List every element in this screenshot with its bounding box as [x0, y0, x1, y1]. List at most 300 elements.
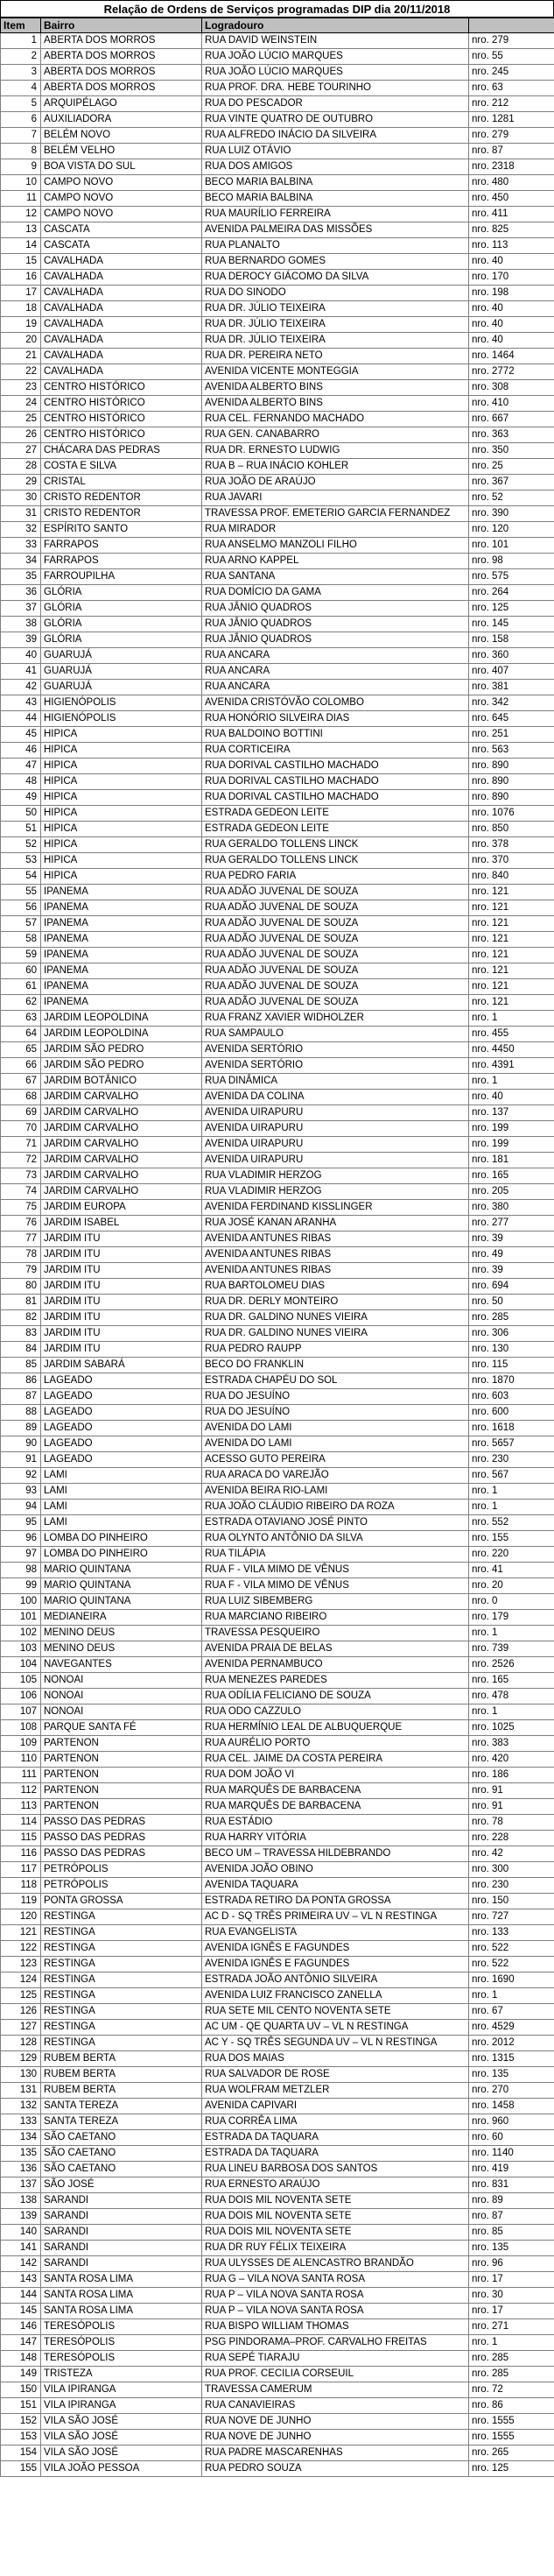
cell-logradouro[interactable]: RUA SANTANA [202, 569, 469, 585]
cell-bairro[interactable]: SARANDI [41, 2209, 202, 2225]
cell-bairro[interactable]: PARTENON [41, 1752, 202, 1768]
cell-numero[interactable]: nro. 158 [469, 632, 554, 648]
cell-logradouro[interactable]: AVENIDA ANTUNES RIBAS [202, 1263, 469, 1279]
cell-logradouro[interactable]: RUA HERMÍNIO LEAL DE ALBUQUERQUE [202, 1720, 469, 1736]
cell-numero[interactable]: nro. 575 [469, 569, 554, 585]
cell-bairro[interactable]: LAMI [41, 1515, 202, 1531]
cell-item[interactable]: 50 [1, 806, 41, 822]
cell-bairro[interactable]: RUBEM BERTA [41, 2051, 202, 2067]
cell-bairro[interactable]: SANTA TEREZA [41, 2099, 202, 2114]
cell-bairro[interactable]: SANTA TEREZA [41, 2114, 202, 2130]
cell-item[interactable]: 7 [1, 128, 41, 144]
cell-bairro[interactable]: LAMI [41, 1468, 202, 1484]
cell-numero[interactable]: nro. 270 [469, 2083, 554, 2099]
cell-logradouro[interactable]: AVENIDA CRISTÓVÃO COLOMBO [202, 695, 469, 711]
cell-numero[interactable]: nro. 121 [469, 916, 554, 932]
cell-numero[interactable]: nro. 135 [469, 2241, 554, 2256]
cell-bairro[interactable]: IPANEMA [41, 995, 202, 1011]
cell-numero[interactable]: nro. 40 [469, 254, 554, 270]
cell-numero[interactable]: nro. 0 [469, 1594, 554, 1610]
cell-item[interactable]: 32 [1, 522, 41, 538]
cell-item[interactable]: 23 [1, 380, 41, 396]
cell-item[interactable]: 35 [1, 569, 41, 585]
cell-logradouro[interactable]: RUA JOSÉ KANAN ARANHA [202, 1216, 469, 1232]
cell-bairro[interactable]: PARTENON [41, 1799, 202, 1815]
cell-bairro[interactable]: RESTINGA [41, 2020, 202, 2036]
cell-item[interactable]: 91 [1, 1452, 41, 1468]
cell-item[interactable]: 27 [1, 443, 41, 459]
cell-numero[interactable]: nro. 825 [469, 222, 554, 238]
cell-item[interactable]: 12 [1, 207, 41, 222]
cell-bairro[interactable]: CENTRO HISTÓRICO [41, 380, 202, 396]
cell-logradouro[interactable]: RUA MARQUÊS DE BARBACENA [202, 1783, 469, 1799]
cell-logradouro[interactable]: RUA ANCARA [202, 664, 469, 680]
cell-numero[interactable]: nro. 228 [469, 1831, 554, 1846]
cell-bairro[interactable]: TERESÓPOLIS [41, 2351, 202, 2367]
cell-item[interactable]: 148 [1, 2351, 41, 2367]
cell-logradouro[interactable]: RUA MIRADOR [202, 522, 469, 538]
cell-item[interactable]: 51 [1, 822, 41, 837]
cell-logradouro[interactable]: RUA ALFREDO INÁCIO DA SILVEIRA [202, 128, 469, 144]
cell-numero[interactable]: nro. 5657 [469, 1436, 554, 1452]
cell-item[interactable]: 81 [1, 1295, 41, 1310]
cell-logradouro[interactable]: RUA JÂNIO QUADROS [202, 601, 469, 617]
cell-logradouro[interactable]: RUA DORIVAL CASTILHO MACHADO [202, 790, 469, 806]
cell-item[interactable]: 64 [1, 1027, 41, 1042]
cell-item[interactable]: 41 [1, 664, 41, 680]
cell-bairro[interactable]: SÃO CAETANO [41, 2130, 202, 2146]
cell-item[interactable]: 154 [1, 2445, 41, 2461]
cell-logradouro[interactable]: AVENIDA IGNÊS E FAGUNDES [202, 1957, 469, 1973]
cell-numero[interactable]: nro. 52 [469, 490, 554, 506]
cell-numero[interactable]: nro. 1555 [469, 2430, 554, 2445]
cell-bairro[interactable]: ESPÍRITO SANTO [41, 522, 202, 538]
cell-logradouro[interactable]: RUA DR. JÚLIO TEIXEIRA [202, 333, 469, 349]
cell-logradouro[interactable]: RUA SEPÉ TIARAJU [202, 2351, 469, 2367]
cell-numero[interactable]: nro. 380 [469, 1200, 554, 1216]
cell-numero[interactable]: nro. 831 [469, 2177, 554, 2193]
cell-logradouro[interactable]: RUA BALDOINO BOTTINI [202, 727, 469, 743]
cell-bairro[interactable]: RESTINGA [41, 1973, 202, 1988]
cell-bairro[interactable]: CRISTO REDENTOR [41, 506, 202, 522]
cell-logradouro[interactable]: RUA EVANGELISTA [202, 1925, 469, 1941]
cell-numero[interactable]: nro. 121 [469, 885, 554, 900]
cell-numero[interactable]: nro. 55 [469, 49, 554, 65]
header-bairro[interactable]: Bairro [41, 18, 202, 33]
cell-logradouro[interactable]: AVENIDA BEIRA RIO-LAMI [202, 1484, 469, 1500]
cell-logradouro[interactable]: RUA ARACA DO VAREJÃO [202, 1468, 469, 1484]
cell-logradouro[interactable]: RUA NOVE DE JUNHO [202, 2414, 469, 2430]
cell-numero[interactable]: nro. 1870 [469, 1373, 554, 1389]
cell-bairro[interactable]: PETRÓPOLIS [41, 1862, 202, 1878]
cell-item[interactable]: 44 [1, 711, 41, 727]
cell-logradouro[interactable]: RUA ANCARA [202, 648, 469, 664]
cell-logradouro[interactable]: RUA NOVE DE JUNHO [202, 2430, 469, 2445]
cell-bairro[interactable]: JARDIM EUROPA [41, 1200, 202, 1216]
cell-bairro[interactable]: PASSO DAS PEDRAS [41, 1815, 202, 1831]
cell-bairro[interactable]: JARDIM CARVALHO [41, 1137, 202, 1153]
cell-numero[interactable]: nro. 186 [469, 1768, 554, 1783]
cell-numero[interactable]: nro. 135 [469, 2067, 554, 2083]
cell-logradouro[interactable]: ESTRADA JOÃO ANTÔNIO SILVEIRA [202, 1973, 469, 1988]
cell-item[interactable]: 121 [1, 1925, 41, 1941]
cell-logradouro[interactable]: RUA GERALDO TOLLENS LINCK [202, 837, 469, 853]
cell-numero[interactable]: nro. 50 [469, 1295, 554, 1310]
cell-item[interactable]: 131 [1, 2083, 41, 2099]
cell-bairro[interactable]: COSTA E SILVA [41, 459, 202, 475]
cell-item[interactable]: 108 [1, 1720, 41, 1736]
cell-numero[interactable]: nro. 20 [469, 1578, 554, 1594]
cell-logradouro[interactable]: RUA DR. DERLY MONTEIRO [202, 1295, 469, 1310]
cell-logradouro[interactable]: AVENIDA UIRAPURU [202, 1137, 469, 1153]
cell-bairro[interactable]: JARDIM SABARÁ [41, 1358, 202, 1373]
cell-item[interactable]: 77 [1, 1232, 41, 1247]
cell-numero[interactable]: nro. 230 [469, 1452, 554, 1468]
cell-numero[interactable]: nro. 212 [469, 96, 554, 112]
cell-bairro[interactable]: GUARUJÁ [41, 680, 202, 695]
cell-numero[interactable]: nro. 63 [469, 81, 554, 96]
cell-numero[interactable]: nro. 300 [469, 1862, 554, 1878]
cell-bairro[interactable]: RESTINGA [41, 1988, 202, 2004]
cell-bairro[interactable]: HIPICA [41, 806, 202, 822]
cell-bairro[interactable]: HIPICA [41, 774, 202, 790]
cell-item[interactable]: 34 [1, 554, 41, 569]
cell-logradouro[interactable]: BECO DO FRANKLIN [202, 1358, 469, 1373]
cell-numero[interactable]: nro. 121 [469, 995, 554, 1011]
cell-numero[interactable]: nro. 181 [469, 1153, 554, 1168]
cell-logradouro[interactable]: RUA DR. GALDINO NUNES VIEIRA [202, 1326, 469, 1342]
cell-logradouro[interactable]: RUA ADÃO JUVENAL DE SOUZA [202, 932, 469, 948]
cell-bairro[interactable]: BELÉM VELHO [41, 144, 202, 159]
cell-numero[interactable]: nro. 91 [469, 1783, 554, 1799]
cell-numero[interactable]: nro. 306 [469, 1326, 554, 1342]
cell-item[interactable]: 30 [1, 490, 41, 506]
cell-item[interactable]: 106 [1, 1689, 41, 1704]
cell-logradouro[interactable]: BECO MARIA BALBINA [202, 175, 469, 191]
cell-item[interactable]: 28 [1, 459, 41, 475]
cell-item[interactable]: 76 [1, 1216, 41, 1232]
cell-bairro[interactable]: IPANEMA [41, 885, 202, 900]
cell-numero[interactable]: nro. 285 [469, 2351, 554, 2367]
cell-logradouro[interactable]: RUA P – VILA NOVA SANTA ROSA [202, 2304, 469, 2319]
cell-bairro[interactable]: NONOAI [41, 1689, 202, 1704]
cell-logradouro[interactable]: RUA TILÁPIA [202, 1547, 469, 1563]
cell-item[interactable]: 123 [1, 1957, 41, 1973]
cell-numero[interactable]: nro. 285 [469, 1310, 554, 1326]
cell-item[interactable]: 40 [1, 648, 41, 664]
cell-logradouro[interactable]: RUA VINTE QUATRO DE OUTUBRO [202, 112, 469, 128]
cell-item[interactable]: 69 [1, 1105, 41, 1121]
cell-item[interactable]: 79 [1, 1263, 41, 1279]
cell-numero[interactable]: nro. 40 [469, 301, 554, 317]
header-item[interactable]: Item [1, 18, 41, 33]
cell-item[interactable]: 11 [1, 191, 41, 207]
cell-bairro[interactable]: JARDIM ITU [41, 1232, 202, 1247]
cell-numero[interactable]: nro. 17 [469, 2272, 554, 2288]
cell-numero[interactable]: nro. 645 [469, 711, 554, 727]
cell-bairro[interactable]: CAVALHADA [41, 349, 202, 364]
cell-bairro[interactable]: CAMPO NOVO [41, 175, 202, 191]
cell-item[interactable]: 56 [1, 900, 41, 916]
cell-logradouro[interactable]: AVENIDA PERNAMBUCO [202, 1657, 469, 1673]
cell-bairro[interactable]: MEDIANEIRA [41, 1610, 202, 1626]
cell-logradouro[interactable]: RUA DR. ERNESTO LUDWIG [202, 443, 469, 459]
cell-bairro[interactable]: SÃO CAETANO [41, 2162, 202, 2177]
cell-bairro[interactable]: CRISTO REDENTOR [41, 490, 202, 506]
cell-numero[interactable]: nro. 78 [469, 1815, 554, 1831]
cell-logradouro[interactable]: RUA ADÃO JUVENAL DE SOUZA [202, 979, 469, 995]
cell-logradouro[interactable]: RUA JOÃO DE ARAÚJO [202, 475, 469, 490]
cell-numero[interactable]: nro. 360 [469, 648, 554, 664]
cell-numero[interactable]: nro. 522 [469, 1957, 554, 1973]
cell-logradouro[interactable]: RUA BISPO WILLIAM THOMAS [202, 2319, 469, 2335]
cell-item[interactable]: 16 [1, 270, 41, 286]
cell-bairro[interactable]: PARTENON [41, 1768, 202, 1783]
cell-item[interactable]: 67 [1, 1074, 41, 1090]
cell-logradouro[interactable]: AVENIDA FERDINAND KISSLINGER [202, 1200, 469, 1216]
cell-logradouro[interactable]: AVENIDA VICENTE MONTEGGIA [202, 364, 469, 380]
cell-bairro[interactable]: JARDIM LEOPOLDINA [41, 1027, 202, 1042]
cell-numero[interactable]: nro. 420 [469, 1752, 554, 1768]
cell-bairro[interactable]: RUBEM BERTA [41, 2083, 202, 2099]
cell-numero[interactable]: nro. 2526 [469, 1657, 554, 1673]
cell-bairro[interactable]: IPANEMA [41, 979, 202, 995]
cell-logradouro[interactable]: RUA AURÉLIO PORTO [202, 1736, 469, 1752]
cell-logradouro[interactable]: ESTRADA CHAPÉU DO SOL [202, 1373, 469, 1389]
cell-item[interactable]: 31 [1, 506, 41, 522]
cell-item[interactable]: 134 [1, 2130, 41, 2146]
cell-numero[interactable]: nro. 308 [469, 380, 554, 396]
cell-item[interactable]: 132 [1, 2099, 41, 2114]
cell-logradouro[interactable]: RUA DR. GALDINO NUNES VIEIRA [202, 1310, 469, 1326]
cell-item[interactable]: 6 [1, 112, 41, 128]
cell-logradouro[interactable]: RUA ANSELMO MANZOLI FILHO [202, 538, 469, 554]
cell-logradouro[interactable]: RUA JÂNIO QUADROS [202, 632, 469, 648]
cell-item[interactable]: 145 [1, 2304, 41, 2319]
cell-logradouro[interactable]: RUA PEDRO FARIA [202, 869, 469, 885]
cell-bairro[interactable]: IPANEMA [41, 963, 202, 979]
cell-bairro[interactable]: CASCATA [41, 222, 202, 238]
cell-bairro[interactable]: CAMPO NOVO [41, 191, 202, 207]
cell-numero[interactable]: nro. 165 [469, 1673, 554, 1689]
cell-bairro[interactable]: PARTENON [41, 1783, 202, 1799]
cell-item[interactable]: 72 [1, 1153, 41, 1168]
cell-item[interactable]: 22 [1, 364, 41, 380]
cell-numero[interactable]: nro. 1555 [469, 2414, 554, 2430]
cell-bairro[interactable]: CENTRO HISTÓRICO [41, 396, 202, 412]
cell-logradouro[interactable]: RUA SALVADOR DE ROSE [202, 2067, 469, 2083]
cell-logradouro[interactable]: RUA PEDRO RAUPP [202, 1342, 469, 1358]
cell-numero[interactable]: nro. 87 [469, 144, 554, 159]
cell-numero[interactable]: nro. 113 [469, 238, 554, 254]
cell-numero[interactable]: nro. 1 [469, 1500, 554, 1515]
cell-item[interactable]: 8 [1, 144, 41, 159]
cell-logradouro[interactable]: RUA ADÃO JUVENAL DE SOUZA [202, 948, 469, 963]
cell-numero[interactable]: nro. 121 [469, 932, 554, 948]
cell-bairro[interactable]: MARIO QUINTANA [41, 1578, 202, 1594]
cell-bairro[interactable]: JARDIM CARVALHO [41, 1153, 202, 1168]
cell-bairro[interactable]: TRISTEZA [41, 2367, 202, 2382]
cell-bairro[interactable]: CAVALHADA [41, 270, 202, 286]
cell-logradouro[interactable]: RUA JOÃO CLÁUDIO RIBEIRO DA ROZA [202, 1500, 469, 1515]
cell-bairro[interactable]: LAGEADO [41, 1373, 202, 1389]
cell-numero[interactable]: nro. 42 [469, 1846, 554, 1862]
cell-item[interactable]: 21 [1, 349, 41, 364]
cell-item[interactable]: 128 [1, 2036, 41, 2051]
cell-bairro[interactable]: SANTA ROSA LIMA [41, 2272, 202, 2288]
cell-numero[interactable]: nro. 840 [469, 869, 554, 885]
cell-bairro[interactable]: JARDIM CARVALHO [41, 1090, 202, 1105]
cell-item[interactable]: 87 [1, 1389, 41, 1405]
cell-item[interactable]: 26 [1, 427, 41, 443]
cell-numero[interactable]: nro. 410 [469, 396, 554, 412]
cell-item[interactable]: 150 [1, 2382, 41, 2398]
cell-item[interactable]: 24 [1, 396, 41, 412]
cell-item[interactable]: 39 [1, 632, 41, 648]
cell-item[interactable]: 57 [1, 916, 41, 932]
cell-item[interactable]: 137 [1, 2177, 41, 2193]
cell-bairro[interactable]: VILA JOÃO PESSOA [41, 2461, 202, 2477]
cell-numero[interactable]: nro. 30 [469, 2288, 554, 2304]
cell-item[interactable]: 116 [1, 1846, 41, 1862]
cell-item[interactable]: 124 [1, 1973, 41, 1988]
cell-item[interactable]: 120 [1, 1909, 41, 1925]
cell-numero[interactable]: nro. 694 [469, 1279, 554, 1295]
cell-numero[interactable]: nro. 179 [469, 1610, 554, 1626]
cell-logradouro[interactable]: RUA PROF. CECILIA CORSEUIL [202, 2367, 469, 2382]
cell-item[interactable]: 17 [1, 286, 41, 301]
cell-logradouro[interactable]: RUA ESTÁDIO [202, 1815, 469, 1831]
cell-numero[interactable]: nro. 480 [469, 175, 554, 191]
cell-item[interactable]: 25 [1, 412, 41, 427]
cell-bairro[interactable]: RESTINGA [41, 1941, 202, 1957]
cell-numero[interactable]: nro. 4450 [469, 1042, 554, 1058]
cell-logradouro[interactable]: AVENIDA JOÃO OBINO [202, 1862, 469, 1878]
cell-bairro[interactable]: RESTINGA [41, 1909, 202, 1925]
cell-numero[interactable]: nro. 72 [469, 2382, 554, 2398]
cell-numero[interactable]: nro. 407 [469, 664, 554, 680]
cell-bairro[interactable]: GLÓRIA [41, 601, 202, 617]
cell-numero[interactable]: nro. 264 [469, 585, 554, 601]
cell-item[interactable]: 126 [1, 2004, 41, 2020]
cell-item[interactable]: 105 [1, 1673, 41, 1689]
cell-item[interactable]: 47 [1, 759, 41, 774]
cell-bairro[interactable]: RESTINGA [41, 1957, 202, 1973]
cell-numero[interactable]: nro. 199 [469, 1121, 554, 1137]
cell-item[interactable]: 14 [1, 238, 41, 254]
cell-bairro[interactable]: VILA SÃO JOSÉ [41, 2414, 202, 2430]
cell-bairro[interactable]: HIPICA [41, 727, 202, 743]
cell-logradouro[interactable]: TRAVESSA CAMERUM [202, 2382, 469, 2398]
cell-item[interactable]: 122 [1, 1941, 41, 1957]
cell-numero[interactable]: nro. 1281 [469, 112, 554, 128]
cell-numero[interactable]: nro. 4391 [469, 1058, 554, 1074]
cell-item[interactable]: 129 [1, 2051, 41, 2067]
cell-bairro[interactable]: GUARUJÁ [41, 664, 202, 680]
cell-numero[interactable]: nro. 67 [469, 2004, 554, 2020]
cell-numero[interactable]: nro. 40 [469, 317, 554, 333]
cell-bairro[interactable]: PONTA GROSSA [41, 1894, 202, 1909]
cell-numero[interactable]: nro. 120 [469, 522, 554, 538]
cell-item[interactable]: 5 [1, 96, 41, 112]
cell-bairro[interactable]: MENINO DEUS [41, 1641, 202, 1657]
cell-item[interactable]: 96 [1, 1531, 41, 1547]
cell-bairro[interactable]: ABERTA DOS MORROS [41, 49, 202, 65]
cell-item[interactable]: 111 [1, 1768, 41, 1783]
cell-bairro[interactable]: RUBEM BERTA [41, 2067, 202, 2083]
cell-logradouro[interactable]: RUA MAURÍLIO FERREIRA [202, 207, 469, 222]
cell-logradouro[interactable]: RUA FRANZ XAVIER WIDHOLZER [202, 1011, 469, 1027]
cell-item[interactable]: 48 [1, 774, 41, 790]
cell-item[interactable]: 59 [1, 948, 41, 963]
cell-item[interactable]: 100 [1, 1594, 41, 1610]
cell-logradouro[interactable]: RUA DOMÍCIO DA GAMA [202, 585, 469, 601]
cell-logradouro[interactable]: RUA VLADIMIR HERZOG [202, 1184, 469, 1200]
cell-bairro[interactable]: CRISTAL [41, 475, 202, 490]
header-logradouro[interactable]: Logradouro [202, 18, 469, 33]
cell-logradouro[interactable]: PSG PINDORAMA–PROF. CARVALHO FREITAS [202, 2335, 469, 2351]
cell-item[interactable]: 49 [1, 790, 41, 806]
cell-item[interactable]: 146 [1, 2319, 41, 2335]
cell-bairro[interactable]: LAGEADO [41, 1389, 202, 1405]
cell-bairro[interactable]: VILA IPIRANGA [41, 2382, 202, 2398]
cell-item[interactable]: 115 [1, 1831, 41, 1846]
cell-bairro[interactable]: LAMI [41, 1500, 202, 1515]
cell-numero[interactable]: nro. 552 [469, 1515, 554, 1531]
cell-numero[interactable]: nro. 350 [469, 443, 554, 459]
cell-logradouro[interactable]: RUA F - VILA MIMO DE VÊNUS [202, 1578, 469, 1594]
cell-bairro[interactable]: IPANEMA [41, 948, 202, 963]
cell-bairro[interactable]: CAVALHADA [41, 364, 202, 380]
cell-numero[interactable]: nro. 265 [469, 2445, 554, 2461]
cell-numero[interactable]: nro. 98 [469, 554, 554, 569]
cell-item[interactable]: 147 [1, 2335, 41, 2351]
cell-bairro[interactable]: VILA IPIRANGA [41, 2398, 202, 2414]
cell-numero[interactable]: nro. 133 [469, 1925, 554, 1941]
cell-logradouro[interactable]: RUA DORIVAL CASTILHO MACHADO [202, 759, 469, 774]
cell-logradouro[interactable]: ESTRADA OTAVIANO JOSÉ PINTO [202, 1515, 469, 1531]
cell-bairro[interactable]: PASSO DAS PEDRAS [41, 1846, 202, 1862]
cell-bairro[interactable]: JARDIM ITU [41, 1247, 202, 1263]
cell-bairro[interactable]: PARQUE SANTA FÉ [41, 1720, 202, 1736]
cell-bairro[interactable]: PETRÓPOLIS [41, 1878, 202, 1894]
cell-numero[interactable]: nro. 137 [469, 1105, 554, 1121]
cell-numero[interactable]: nro. 455 [469, 1027, 554, 1042]
cell-logradouro[interactable]: AVENIDA ALBERTO BINS [202, 396, 469, 412]
cell-bairro[interactable]: JARDIM ITU [41, 1263, 202, 1279]
cell-bairro[interactable]: ABERTA DOS MORROS [41, 33, 202, 49]
cell-numero[interactable]: nro. 450 [469, 191, 554, 207]
cell-numero[interactable]: nro. 370 [469, 853, 554, 869]
cell-item[interactable]: 114 [1, 1815, 41, 1831]
cell-item[interactable]: 144 [1, 2288, 41, 2304]
cell-item[interactable]: 139 [1, 2209, 41, 2225]
cell-item[interactable]: 95 [1, 1515, 41, 1531]
cell-logradouro[interactable]: RUA VLADIMIR HERZOG [202, 1168, 469, 1184]
cell-item[interactable]: 92 [1, 1468, 41, 1484]
cell-bairro[interactable]: RESTINGA [41, 1925, 202, 1941]
cell-logradouro[interactable]: AVENIDA PALMEIRA DAS MISSÕES [202, 222, 469, 238]
cell-numero[interactable]: nro. 205 [469, 1184, 554, 1200]
cell-item[interactable]: 113 [1, 1799, 41, 1815]
cell-numero[interactable]: nro. 1315 [469, 2051, 554, 2067]
cell-numero[interactable]: nro. 1076 [469, 806, 554, 822]
cell-bairro[interactable]: JARDIM ISABEL [41, 1216, 202, 1232]
cell-logradouro[interactable]: RUA MARCIANO RIBEIRO [202, 1610, 469, 1626]
cell-logradouro[interactable]: RUA DR. JÚLIO TEIXEIRA [202, 317, 469, 333]
cell-item[interactable]: 65 [1, 1042, 41, 1058]
cell-bairro[interactable]: GUARUJÁ [41, 648, 202, 664]
